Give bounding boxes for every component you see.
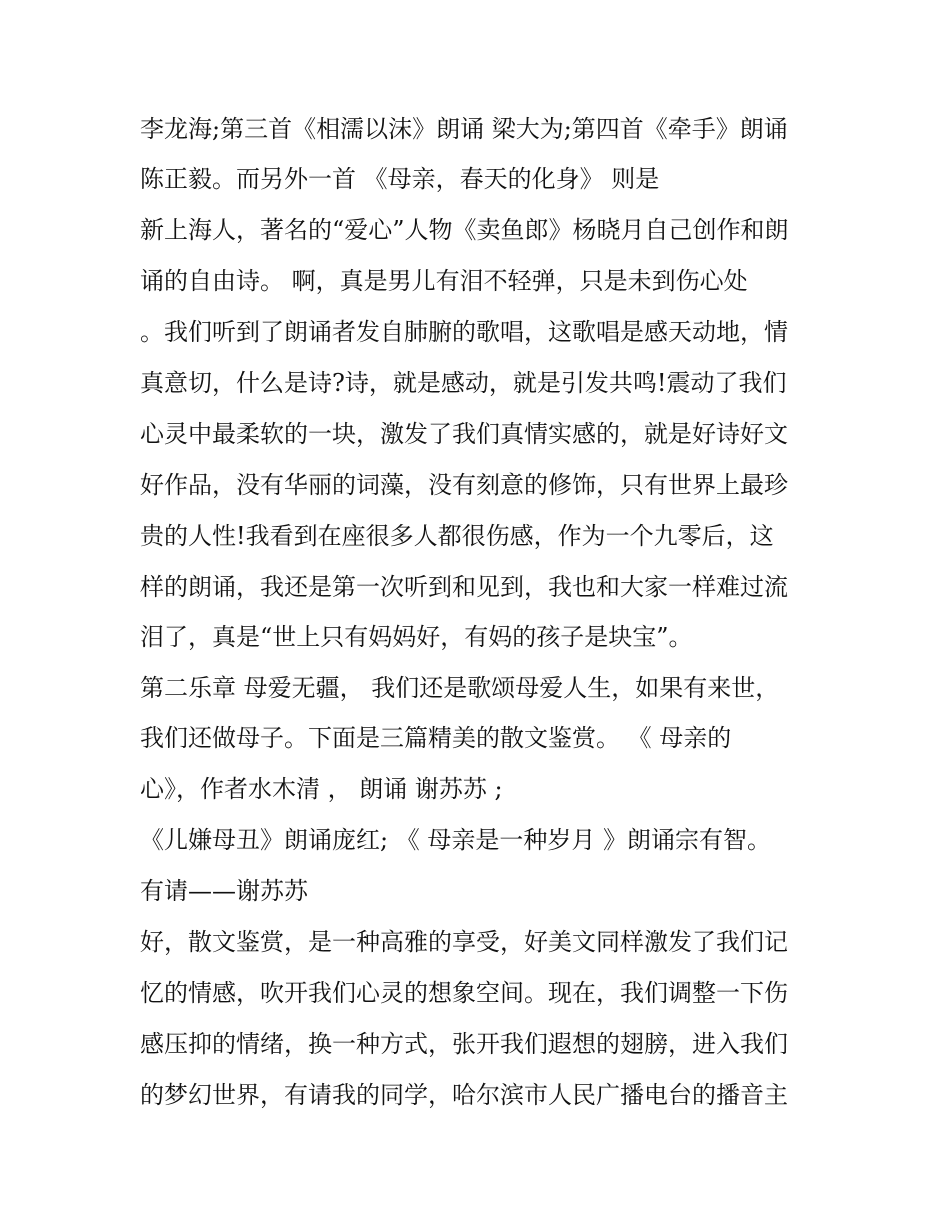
text-line: 陈正毅。而另外一首 《母亲，春天的化身》 则是 xyxy=(140,165,660,193)
text-line: 泪了，真是“世上只有妈妈好，有妈的孩子是块宝”。 xyxy=(140,623,693,651)
text-line: 感压抑的情绪，换一种方式，张开我们遐想的翅膀，进入我们 xyxy=(140,1030,788,1058)
text-line: 忆的情感，吹开我们心灵的想象空间。现在，我们调整一下伤 xyxy=(140,979,788,1007)
text-line: 好，散文鉴赏，是一种高雅的享受，好美文同样激发了我们记 xyxy=(140,928,788,956)
section-heading-line: 第二乐章 母爱无疆， 我们还是歌颂母爱人生，如果有来世， xyxy=(140,674,780,702)
text-line: 心》，作者水木清 ， 朗诵 谢苏苏 ; xyxy=(140,775,503,803)
text-line: 的梦幻世界，有请我的同学，哈尔滨市人民广播电台的播音主 xyxy=(140,1081,788,1109)
text-line: 新上海人，著名的“爱心”人物《卖鱼郎》杨晓月自己创作和朗 xyxy=(140,216,789,244)
text-line: 《儿嫌母丑》朗诵庞红; 《 母亲是一种岁月 》朗诵宗有智。 xyxy=(140,826,771,854)
text-line: 有请——谢苏苏 xyxy=(140,877,308,905)
text-line: 李龙海;第三首《相濡以沫》朗诵 梁大为;第四首《牵手》朗诵 xyxy=(140,115,788,143)
text-line: 心灵中最柔软的一块，激发了我们真情实感的，就是好诗好文 xyxy=(140,420,788,448)
text-line: 好作品，没有华丽的词藻，没有刻意的修饰，只有世界上最珍 xyxy=(140,471,788,499)
text-line: 样的朗诵，我还是第一次听到和见到，我也和大家一样难过流 xyxy=(140,573,788,601)
text-line: 我们还做母子。下面是三篇精美的散文鉴赏。 《 母亲的 xyxy=(140,724,732,752)
text-line: 贵的人性!我看到在座很多人都很伤感，作为一个九零后，这 xyxy=(140,522,774,550)
text-line: 。我们听到了朗诵者发自肺腑的歌唱，这歌唱是感天动地，情 xyxy=(140,318,788,346)
text-line: 诵的自由诗。 啊，真是男儿有泪不轻弹，只是未到伤心处 xyxy=(140,267,748,295)
text-line: 真意切，什么是诗?诗，就是感动，就是引发共鸣!震动了我们 xyxy=(140,369,787,397)
